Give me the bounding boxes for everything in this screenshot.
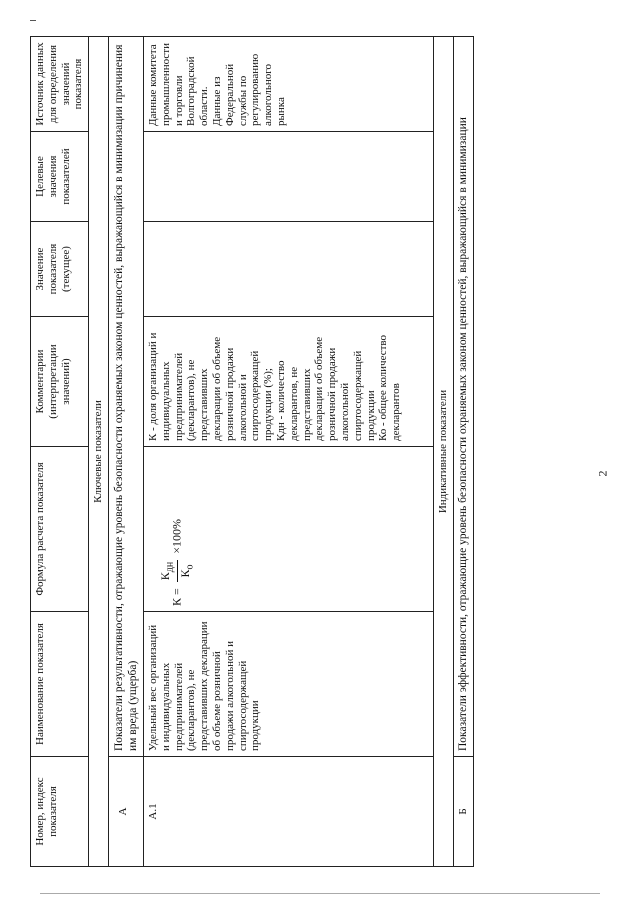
header-current: Значение показателя (текущее) <box>31 222 89 317</box>
section-key-row <box>89 37 109 867</box>
group-b-index: Б <box>453 757 473 867</box>
section-indicative-row <box>433 37 453 867</box>
header-target: Целевые значения показателей <box>31 132 89 222</box>
formula-den-symbol: К <box>178 569 193 578</box>
header-name: Наименование показателя <box>31 612 89 757</box>
formula-num-symbol: К <box>157 572 172 581</box>
row-a1-index: А.1 <box>143 757 433 867</box>
formula-tail: ×100% <box>169 518 184 554</box>
header-formula: Формула расчета показателя <box>31 447 89 612</box>
group-a-index: А <box>108 757 143 867</box>
row-a1 <box>143 37 433 867</box>
group-b-text: Показатели эффективности, отражающие уровень безопасности охраняемых законом ценностей, выражающийся в минимизации <box>453 37 473 757</box>
formula-fraction <box>158 560 198 582</box>
formula-num-sub: дн <box>164 561 176 573</box>
formula-den-sub: о <box>184 564 196 570</box>
section-key-label: Ключевые показатели <box>89 37 109 867</box>
header-source: Источник данных для определения значений показателя <box>31 37 89 132</box>
indicators-table <box>30 36 474 867</box>
row-a1-comment: К - доля организаций и индивидуальных предпринимателей (декларантов), не представивших декларации об объеме розничной продажи алкогольной и спиртосодержащей продукции (%); Кдн - количество декларантов, не представивших декларации об объеме розничной продажи алкогольной спиртосодержащей продукции Ко - общее количество декларантов <box>143 317 433 447</box>
formula-numerator <box>158 560 178 582</box>
section-indicative-label: Индикативные показатели <box>433 37 453 867</box>
header-index: Номер, индекс показателя <box>31 757 89 867</box>
header-row <box>31 37 89 867</box>
row-a1-target <box>143 132 433 222</box>
row-a1-source: Данные комитета промышленности и торговли Волгоградской области. Данные из Федеральной службы по регулированию алкогольного рынка <box>143 37 433 132</box>
row-a1-name: Удельный вес организаций и индивидуальных предпринимателей (декларантов), не представивших декларации об объеме розничной продажи алкогольной и спиртосодержащей продукции <box>143 612 433 757</box>
group-a-row <box>108 37 143 867</box>
page-number: 2 <box>595 470 610 477</box>
formula-denominator <box>178 560 197 582</box>
group-a-text: Показатели результативности, отражающие уровень безопасности охраняемых законом ценностей, выражающийся в минимизации причинения им вреда (ущерба) <box>108 37 143 757</box>
formula-lhs: К = <box>169 588 184 606</box>
row-a1-formula <box>143 447 433 612</box>
group-b-row <box>453 37 473 867</box>
header-comment: Комментарии (интерпретации значений) <box>31 317 89 447</box>
row-a1-current <box>143 222 433 317</box>
